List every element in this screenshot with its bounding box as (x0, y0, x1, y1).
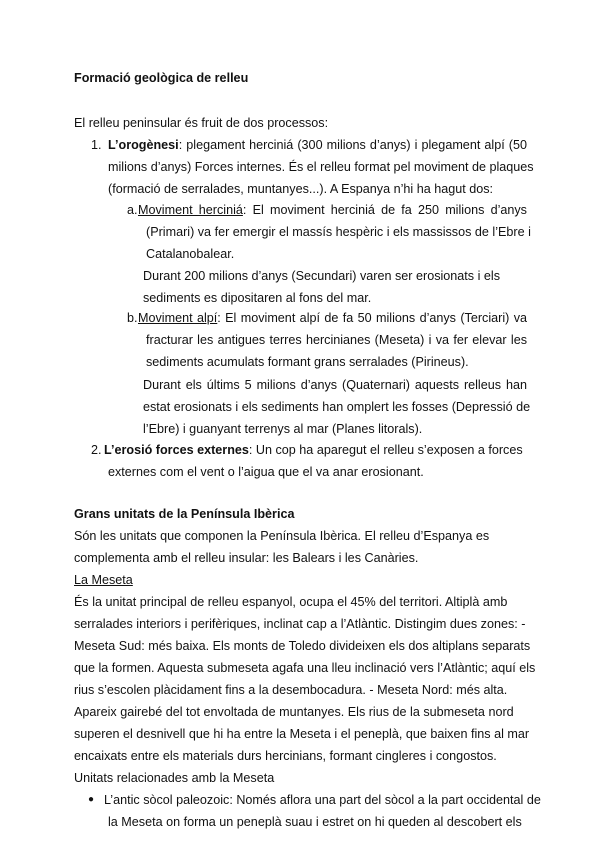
doc-title: Formació geològica de relleu (74, 71, 249, 85)
list-number-1: 1. (91, 138, 102, 152)
sub-b-text: : El moviment alpí de fa 50 milions d’anys (Terciari) va (217, 311, 527, 325)
meseta-line-7: superen el desnivell que hi ha entre la Meseta i el peneplà, que baixen fins al mar (74, 727, 530, 741)
item2-line-1 (104, 439, 523, 461)
sub-b-extra-2: estat erosionats i els sediments han omplert les fosses (Depressió de (143, 400, 531, 414)
item2-text: : Un cop ha aparegut el relleu s’exposen a forces (248, 443, 523, 457)
sub-a-term: Moviment herciniá (138, 203, 243, 217)
meseta-line-4: que la formen. Aquesta submeseta agafa una lleu inclinació vers l’Atlàntic; aquí els (74, 661, 536, 675)
sub-b-extra-3: l’Ebre) i guanyant terrenys al mar (Planes litorals). (143, 422, 423, 436)
meseta-line-5: rius s’escolen plàcidament fins a la desembocadura. - Meseta Nord: més alta. (74, 683, 508, 697)
item1-line-3: (formació de serralades, muntanyes...). A Espanya n’hi ha hagut dos: (108, 182, 494, 196)
sub-a-text: : El moviment herciniá de fa 250 milions d’anys (242, 203, 527, 217)
meseta-line-1: És la unitat principal de relleu espanyol, ocupa el 45% del territori. Altiplà amb (74, 595, 508, 609)
sub-a-line-1 (138, 199, 527, 221)
meseta-line-3: Meseta Sud: més baixa. Els monts de Toledo divideixen els dos altiplans separats (74, 639, 531, 653)
sub-b-term: Moviment alpí (138, 311, 218, 325)
sub-a-line-3: Catalanobalear. (146, 247, 235, 261)
sub-a-extra-1: Durant 200 milions d’anys (Secundari) varen ser erosionats i els (143, 269, 500, 283)
item1-text: : plegament herciniá (300 milions d’anys) i plegament alpí (50 (178, 138, 527, 152)
section-heading: Grans unitats de la Península Ibèrica (74, 507, 295, 521)
sub-b-line-1 (138, 307, 527, 329)
meseta-line-6: Apareix gairebé del tot envoltada de muntanyes. Els rius de la submeseta nord (74, 705, 514, 719)
sub-b-extra-1: Durant els últims 5 milions d’anys (Quaternari) aquests relleus han (143, 378, 527, 392)
meseta-related: Unitats relacionades amb la Meseta (74, 771, 275, 785)
item2-term: L’erosió forces externes (104, 443, 249, 457)
sub-b-line-3: sediments acumulats formant grans serralades (Pirineus). (146, 355, 469, 369)
sublist-letter-a: a. (127, 203, 138, 217)
meseta-heading: La Meseta (74, 573, 133, 587)
sub-a-line-2: (Primari) va fer emergir el massís hespèric i els massissos de l’Ebre i (146, 225, 531, 239)
section-line-2: complementa amb el relleu insular: les Balears i les Canàries. (74, 551, 419, 565)
sub-a-extra-2: sediments es dipositaren al fons del mar. (143, 291, 372, 305)
bullet-line-1: L’antic sòcol paleozoic: Només aflora una part del sòcol a la part occidental de (104, 793, 541, 807)
item1-term: L’orogènesi (108, 138, 179, 152)
sub-b-line-2: fracturar les antigues terres hercinianes (Meseta) i va fer elevar les (146, 333, 527, 347)
intro-text: El relleu peninsular és fruit de dos processos: (74, 116, 329, 130)
section-line-1: Són les unitats que componen la Península Ibèrica. El relleu d’Espanya es (74, 529, 490, 543)
item1-line-1 (108, 134, 527, 156)
list-number-2: 2. (91, 443, 102, 457)
item1-line-2: milions d’anys) Forces internes. És el relleu format pel moviment de plaques (108, 160, 534, 174)
bullet-line-2: la Meseta on forma un peneplà suau i estret on hi queden al descobert els (108, 815, 522, 829)
meseta-line-8: encaixats entre els materials durs hercinians, formant cingleres i congostos. (74, 749, 497, 763)
item2-line-2: externes com el vent o l’aigua que el va anar erosionant. (108, 465, 424, 479)
sublist-letter-b: b. (127, 311, 138, 325)
bullet-icon: ● (88, 794, 95, 805)
meseta-line-2: serralades interiors i perifèriques, inclinat cap a l’Atlàntic. Distingim dues zones: - (74, 617, 526, 631)
